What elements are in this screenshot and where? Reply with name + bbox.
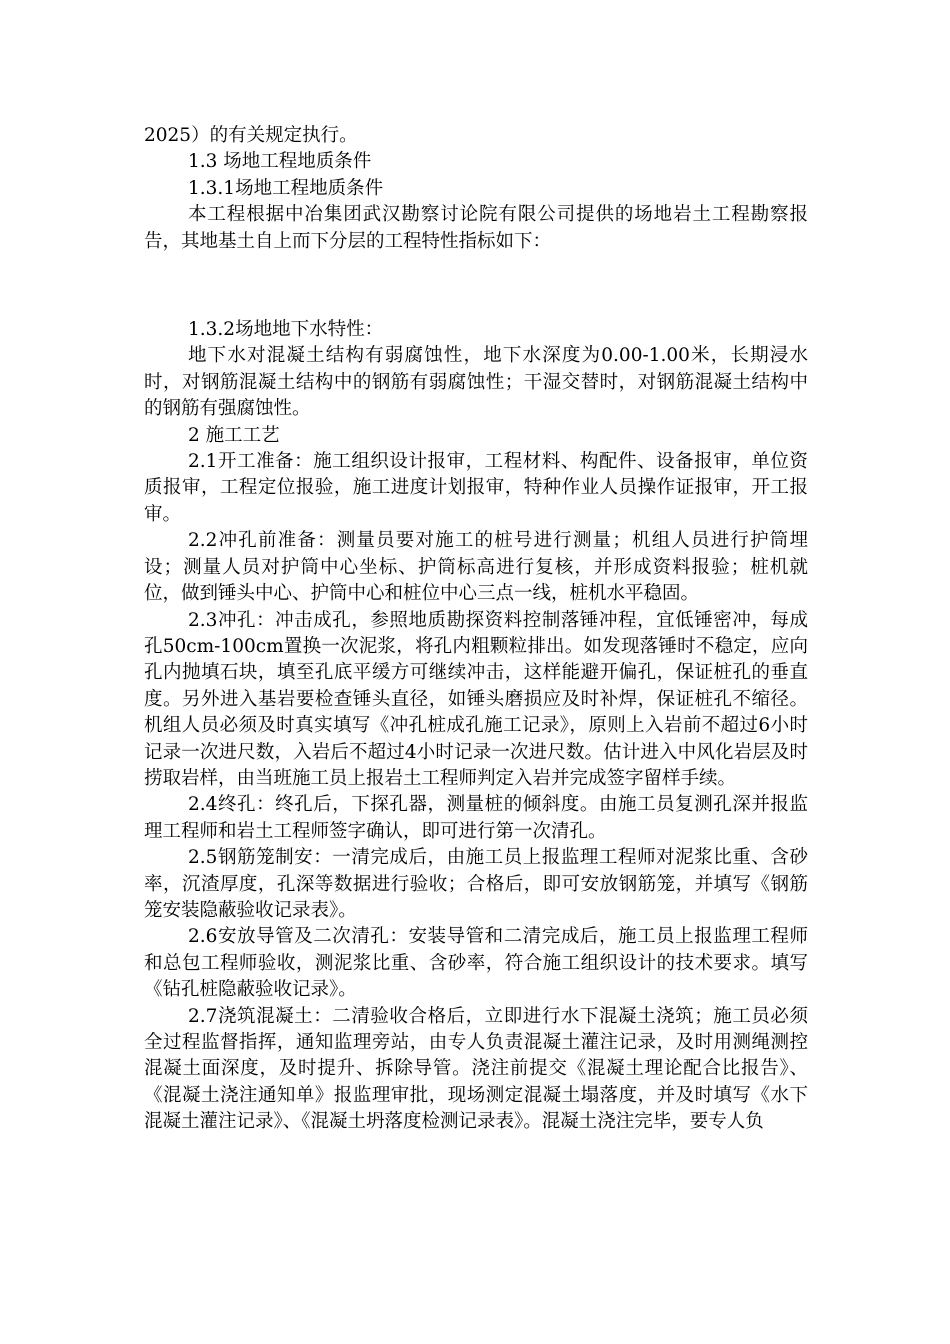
paragraph-geology: 本工程根据中冶集团武汉勘察讨论院有限公司提供的场地岩土工程勘察报告，其地基土自上而下分层的工程特性指标如下： xyxy=(144,204,808,252)
blank-space xyxy=(144,255,808,317)
paragraph-2-2: 2.2冲孔前准备：测量员要对施工的桩号进行测量；机组人员进行护筒埋设；测量人员对护筒中心坐标、护筒标高进行复核，并形成资料报验；桩机就位，做到锤头中心、护筒中心和桩位中心三点一线，桩机水平稳固。 xyxy=(144,530,808,605)
heading-1-3: 1.3 场地工程地质条件 xyxy=(188,151,372,173)
paragraph-groundwater: 地下水对混凝土结构有弱腐蚀性，地下水深度为0.00-1.00米，长期浸水时，对钢筋混凝土结构中的钢筋有弱腐蚀性；干湿交替时，对钢筋混凝土结构中的钢筋有强腐蚀性。 xyxy=(144,345,808,420)
paragraph-2-6: 2.6安放导管及二次清孔：安装导管和二清完成后，施工员上报监理工程师和总包工程师验收，测泥浆比重、含砂率，符合施工组织设计的技术要求。填写《钻孔桩隐蔽验收记录》。 xyxy=(144,926,808,1001)
paragraph-2-3: 2.3冲孔：冲击成孔，参照地质勘探资料控制落锤冲程，宜低锤密冲，每成孔50cm-100cm置换一次泥浆，将孔内粗颗粒排出。如发现落锤时不稳定，应向孔内抛填石块，填至孔底平缓方可继续冲击，这样能避开偏孔，保证桩孔的垂直度。另外进入基岩要检查锤头直径，如锤头磨损应及时补焊，保证桩孔不缩径。机组人员必须及时真实填写《冲孔桩成孔施工记录》，原则上入岩前不超过6小时记录一次进尺数，入岩后不超过4小时记录一次进尺数。估计进入中风化岩层及时捞取岩样，由当班施工员上报岩土工程师判定入岩并完成签字留样手续。 xyxy=(144,609,808,789)
paragraph-2-1: 2.1开工准备：施工组织设计报审，工程材料、构配件、设备报审，单位资质报审，工程定位报验，施工进度计划报审，特种作业人员操作证报审，开工报审。 xyxy=(144,451,808,525)
heading-1-3-1: 1.3.1场地工程地质条件 xyxy=(188,177,384,199)
paragraph-2-4: 2.4终孔：终孔后，下探孔器，测量桩的倾斜度。由施工员复测孔深并报监理工程师和岩土工程师签字确认，即可进行第一次清孔。 xyxy=(144,794,808,842)
document-body xyxy=(144,123,808,1136)
heading-2: 2 施工工艺 xyxy=(188,424,280,446)
heading-1-3-2: 1.3.2场地地下水特性： xyxy=(188,319,384,341)
paragraph-continuation: 2025）的有关规定执行。 xyxy=(144,125,358,146)
paragraph-2-5: 2.5钢筋笼制安：一清完成后，由施工员上报监理工程师对泥浆比重、含砂率，沉渣厚度，孔深等数据进行验收；合格后，即可安放钢筋笼，并填写《钢筋笼安装隐蔽验收记录表》。 xyxy=(144,847,808,921)
paragraph-2-7: 2.7浇筑混凝土：二清验收合格后，立即进行水下混凝土浇筑；施工员必须全过程监督指挥，通知监理旁站，由专人负责混凝土灌注记录，及时用测绳测控混凝土面深度，及时提升、拆除导管。浇注前提交《混凝土理论配合比报告》、《混凝土浇注通知单》报监理审批，现场测定混凝土塌落度，并及时填写《水下混凝土灌注记录》、《混凝土坍落度检测记录表》。混凝土浇注完毕，要专人负 xyxy=(144,1005,808,1133)
